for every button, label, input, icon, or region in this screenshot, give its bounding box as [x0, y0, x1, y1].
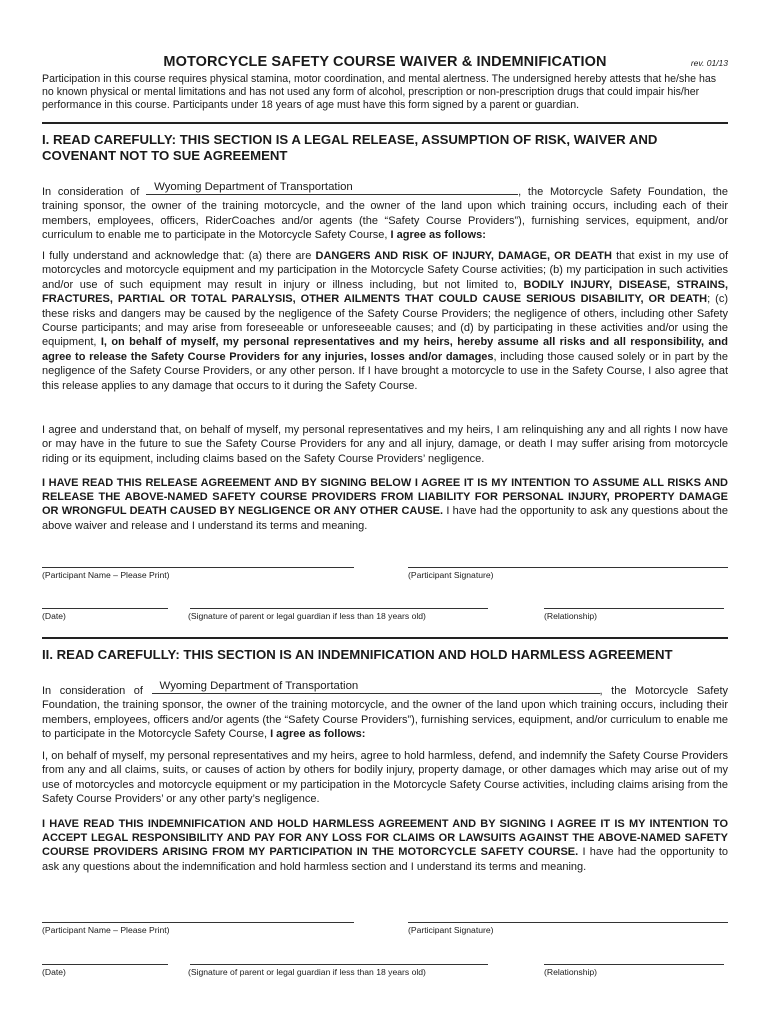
risk-text-b: DANGERS AND RISK OF INJURY, DAMAGE, OR DEATH [315, 250, 612, 262]
s2-consideration-prefix: In consideration of [42, 685, 143, 697]
section-2-consideration [42, 680, 728, 742]
sponsor-field[interactable] [146, 181, 518, 195]
agree-follows: I agree as follows: [390, 229, 486, 242]
section-1-relinquish-paragraph: I agree and understand that, on behalf of myself, my personal representatives and my heirs, I am relinquishing any and all rights I now have or may have in the future to sue the Safety Course Providers for any and all injury, damage, or death I may suffer arising from motorcycle riding or its equipment, including claims based on the Safety Course Providers’ negligence. [42, 424, 728, 465]
s2-sponsor-field[interactable] [152, 680, 600, 694]
risk-text-e: ; (c) these risks and dangers may be caused by the negligence of the Safety Course Providers; the negligence of others, including other Safety Course participants; and may arise from foreseeable or unforeseeable causes; and (d) by participating in these activities and/or using the equipment, [42, 293, 728, 349]
s1-participant-name-label: (Participant Name – Please Print) [42, 570, 170, 580]
s2-relationship-label: (Relationship) [544, 967, 598, 977]
s1-relationship-label: (Relationship) [544, 611, 598, 621]
section-2-rule [42, 637, 728, 639]
consideration-suffix: , the Motorcycle Safety Foundation, [518, 186, 706, 198]
s2-participant-signature-label: (Participant Signature) [408, 925, 494, 935]
s2-agree-follows: I agree as follows: [270, 728, 366, 741]
risk-text-a: I fully understand and acknowledge that: (a) there are [42, 250, 312, 262]
section-2-heading: II. READ CAREFULLY: THIS SECTION IS AN INDEMNIFICATION AND HOLD HARMLESS AGREEMENT [42, 647, 673, 662]
section-1-risk-paragraph [42, 249, 728, 393]
s1-date-line[interactable] [42, 608, 168, 609]
s2-participant-name-label: (Participant Name – Please Print) [42, 925, 170, 935]
s2-relationship-line[interactable] [544, 964, 724, 965]
s1-date-label: (Date) [42, 611, 66, 621]
s2-consideration-body: Safety Foundation, the training sponsor, the owner of the training motorcycle, and the owner of the land upon which training occurs, including their members, employees, officers and/or agents (the “Safety Course Providers”), furnishing services, equipment, and/or curriculum to enable me to participate in the Motorcycle Safety Course, [42, 685, 729, 741]
risk-text-c: that exist in my use of motorcycles and motorcycle equipment and my participation in the Motorcycle Safety Course activities; (b) my participation in such activities and/or use of such equipment may result in injury or illness including, but not limited to, [42, 250, 728, 291]
s1-participant-signature-line[interactable] [408, 567, 728, 568]
ack-rest: I have had the opportunity to ask any questions about the above waiver and release and I understand its terms and meaning. [42, 505, 728, 532]
revision-label: rev. 01/13 [690, 58, 728, 68]
section-2-indemnify-paragraph: I, on behalf of myself, my personal representatives and my heirs, agree to hold harmless, defend, and indemnify the Safety Course Providers from any and all claims, suits, or causes of action by others for bodily injury, property damage, or other damages which may arise out of my use of motorcycles and motorcycle equipment or my participation in the Motorcycle Safety Course activities, including claims arising from the Safety Course Providers’ or any other party’s negligence. [42, 750, 728, 806]
ack-bold: I HAVE READ THIS RELEASE AGREEMENT AND BY SIGNING BELOW I AGREE IT IS MY INTENTION TO ASSUME ALL RISKS AND RELEASE THE ABOVE-NAMED SAFETY COURSE PROVIDERS FROM LIABILITY FOR PERSONAL INJURY, PROPERTY DAMAGE OR WRONGFUL DEATH CAUSED BY NEGLIGENCE OR ANY OTHER CAUSE. [42, 477, 728, 518]
s2-consideration-suffix: , the Motorcycle [599, 685, 689, 697]
risk-text-f: I, on behalf of myself, my personal representatives and my heirs, hereby assume all risks and all responsibility, and agree to release the Safety Course Providers for any injuries, losses and/or damages [42, 336, 728, 363]
intro-paragraph: Participation in this course requires physical stamina, motor coordination, and mental alertness. The undersigned hereby attests that he/she has no known physical or mental limitations and has not used any form of alcohol, prescription or non-prescription drugs that could impair his/her performance in this course. Participants under 18 years of age must have this form signed by a parent or guardian. [42, 73, 717, 112]
s1-guardian-signature-line[interactable] [190, 608, 488, 609]
s2-ack-bold: I HAVE READ THIS INDEMNIFICATION AND HOLD HARMLESS AGREEMENT AND BY SIGNING I AGREE IT IS MY INTENTION TO ACCEPT LEGAL RESPONSIBILITY AND PAY FOR ANY LOSS FOR CLAIMS OR LAWSUITS AGAINST THE ABOVE-NAMED SAFETY COURSE PROVIDERS ARISING FROM MY PARTICIPATION IN THE MOTORCYCLE SAFETY COURSE. [42, 818, 728, 859]
s1-participant-name-line[interactable] [42, 567, 354, 568]
consideration-body: the training sponsor, the owner of the training motorcycle, and the owner of the land upon which training occurs, including each of their members, employees, officers, RiderCoaches and/or agents (the “Safety Course Providers”), furnishing services, equipment, and/or curriculum to enable me to participate in the Motorcycle Safety Course, [42, 186, 728, 242]
section-1-heading: I. READ CAREFULLY: THIS SECTION IS A LEGAL RELEASE, ASSUMPTION OF RISK, WAIVER AND COVENANT NOT TO SUE AGREEMENT [42, 132, 658, 163]
s2-participant-name-line[interactable] [42, 922, 354, 923]
section-1-rule [42, 122, 728, 124]
risk-text-d: BODILY INJURY, DISEASE, STRAINS, FRACTURES, PARTIAL OR TOTAL PARALYSIS, OTHER AILMENTS THAT COULD CAUSE SERIOUS DISABILITY, OR DEATH [42, 278, 728, 306]
sponsor-value: Wyoming Department of Transportation [154, 180, 353, 193]
s1-guardian-signature-label: (Signature of parent or legal guardian if less than 18 years old) [188, 611, 426, 621]
s2-sponsor-value: Wyoming Department of Transportation [159, 679, 359, 692]
s1-participant-signature-label: (Participant Signature) [408, 570, 494, 580]
section-2-acknowledgement [42, 817, 728, 874]
s2-guardian-signature-label: (Signature of parent or legal guardian if less than 18 years old) [188, 967, 426, 977]
section-1-consideration [42, 181, 728, 243]
s2-date-label: (Date) [42, 967, 66, 977]
s2-participant-signature-line[interactable] [408, 922, 728, 923]
risk-text-g: , including those caused solely or in part by the negligence of the Safety Course Providers, or any other person. If I have brought a motorcycle to use in the Safety Course, I also agree that this release applies to any damage that occurs to it during the Safety Course. [42, 350, 728, 392]
title-row [42, 54, 728, 74]
consideration-prefix: In consideration of [42, 186, 140, 198]
s1-relationship-line[interactable] [544, 608, 724, 609]
s2-date-line[interactable] [42, 964, 168, 965]
page-title: MOTORCYCLE SAFETY COURSE WAIVER & INDEMNIFICATION [163, 54, 607, 70]
s2-ack-rest: I have had the opportunity to ask any questions about the indemnification and hold harmless section and I understand its terms and meaning. [42, 846, 729, 873]
s2-guardian-signature-line[interactable] [190, 964, 488, 965]
section-1-acknowledgement [42, 476, 728, 533]
